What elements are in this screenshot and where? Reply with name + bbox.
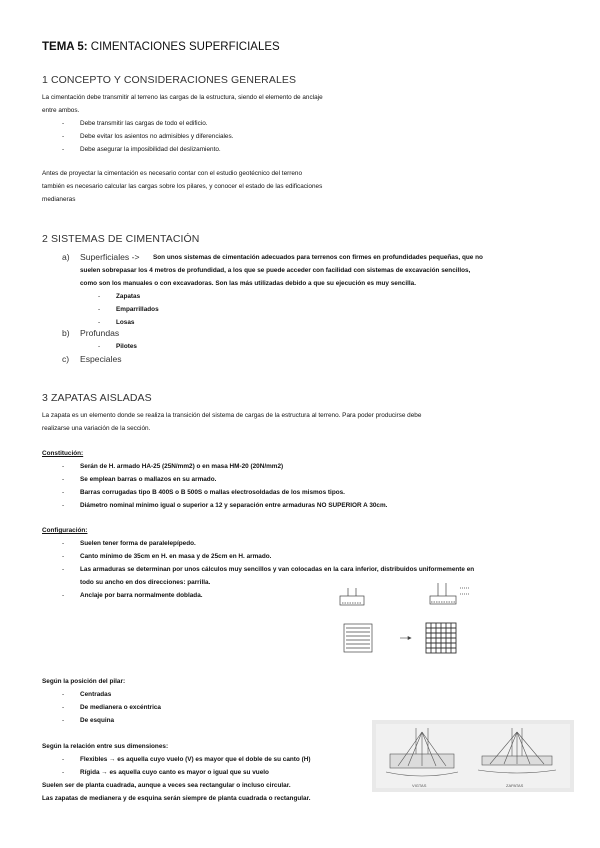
s2-c-letter: c) bbox=[62, 354, 70, 364]
constitucion-item-2: Se emplean barras o mallazos en su armado. bbox=[80, 476, 217, 483]
config-item-4: Anclaje por barra normalmente doblada. bbox=[80, 592, 203, 599]
bullet-dash: - bbox=[62, 133, 65, 140]
posicion-title: Según la posición del pilar: bbox=[42, 678, 126, 685]
s2-c-label: Especiales bbox=[80, 354, 122, 364]
bullet-dash: - bbox=[62, 704, 65, 711]
title-prefix: TEMA 5: bbox=[42, 41, 88, 53]
relacion-item-1: Flexibles → es aquella cuyo vuelo (V) es mayor que el doble de su canto (H) bbox=[80, 756, 311, 763]
bullet-dash: - bbox=[62, 120, 65, 127]
zapata-armado-figure bbox=[330, 578, 480, 658]
bullet-dash: - bbox=[62, 566, 65, 573]
s3-p1-line1: La zapata es un elemento donde se realiza la transición del sistema de cargas de la estructura al terreno. Para poder producirse debe bbox=[42, 412, 422, 419]
bullet-dash: - bbox=[62, 476, 65, 483]
bullet-dash: - bbox=[62, 489, 65, 496]
relacion-title: Según la relación entre sus dimensiones: bbox=[42, 743, 169, 750]
section-3-heading: 3 ZAPATAS AISLADAS bbox=[42, 392, 152, 404]
page-title bbox=[42, 41, 280, 53]
bullet-dash: - bbox=[62, 463, 65, 470]
closing-line-2: Las zapatas de medianera y de esquina serán siempre de planta cuadrada o rectangular. bbox=[42, 795, 311, 802]
constitucion-item-1: Serán de H. armado HA-25 (25N/mm2) o en masa HM-20 (20N/mm2) bbox=[80, 463, 284, 470]
s2-b-label: Profundas bbox=[80, 328, 120, 338]
relacion-item-2: Rígida → es aquella cuyo canto es mayor o igual que su vuelo bbox=[80, 769, 269, 776]
s1-p2-line3: medianeras bbox=[42, 196, 76, 203]
constitucion-item-3: Barras corrugadas tipo B 400S o B 500S o mallas electrosoldadas de los mismos tipos. bbox=[80, 489, 345, 496]
bullet-dash: - bbox=[62, 756, 65, 763]
s2-b-letter: b) bbox=[62, 328, 70, 338]
s2-b-item-1: Pilotes bbox=[116, 343, 137, 350]
bullet-dash: - bbox=[62, 691, 65, 698]
bullet-dash: - bbox=[62, 553, 65, 560]
s1-paragraph-1 bbox=[42, 91, 562, 117]
s1-p2-line1: Antes de proyectar la cimentación es necesario contar con el estudio geotécnico del terreno bbox=[42, 170, 303, 177]
s2-a-letter: a) bbox=[62, 252, 70, 262]
s1-bullet-1: Debe transmitir las cargas de todo el edificio. bbox=[80, 120, 208, 127]
config-item-3-line2: todo su ancho en dos direcciones: parrilla. bbox=[80, 579, 211, 586]
posicion-item-2: De medianera o excéntrica bbox=[80, 704, 161, 711]
posicion-item-3: De esquina bbox=[80, 717, 115, 724]
s2-a-item-2: Emparrillados bbox=[116, 306, 159, 313]
bullet-dash: - bbox=[62, 502, 65, 509]
s3-paragraph-1 bbox=[42, 409, 562, 435]
s1-bullet-3: Debe asegurar la imposibilidad del deslizamiento. bbox=[80, 146, 221, 153]
s2-a-item-3: Losas bbox=[116, 319, 135, 326]
title-rest: CIMENTACIONES SUPERFICIALES bbox=[90, 41, 280, 53]
s2-a-text-line1: Son unos sistemas de cimentación adecuados para terrenos con firmes en profundidades pequeñas, que no bbox=[153, 254, 483, 261]
s1-bullet-2: Debe evitar los asientos no admisibles y diferenciales. bbox=[80, 133, 234, 140]
s1-paragraph-2 bbox=[42, 167, 562, 206]
config-title: Configuración: bbox=[42, 527, 88, 534]
s2-a-item-1: Zapatas bbox=[116, 293, 141, 300]
fig-caption-right: ZAPATAS bbox=[506, 783, 524, 788]
s1-p2-line2: también es necesario calcular las cargas sobre los pilares, y conocer el estado de las edificaciones bbox=[42, 183, 323, 190]
closing-line-1: Suelen ser de planta cuadrada, aunque a veces sea rectangular o incluso circular. bbox=[42, 782, 291, 789]
config-item-2: Canto mínimo de 35cm en H. en masa y de 25cm en H. armado. bbox=[80, 553, 272, 560]
posicion-item-1: Centradas bbox=[80, 691, 112, 698]
config-item-3-line1: Las armaduras se determinan por unos cálculos muy sencillos y van colocadas en la cara inferior, distribuidos uniformemente en bbox=[80, 566, 475, 573]
s1-p1-line1: La cimentación debe transmitir al terreno las cargas de la estructura, siendo el elemento de anclaje bbox=[42, 94, 323, 101]
constitucion-item-4: Diámetro nominal mínimo igual o superior a 12 y separación entre armaduras NO SUPERIOR A 30cm. bbox=[80, 502, 388, 509]
bullet-dash: - bbox=[62, 146, 65, 153]
bullet-dash: - bbox=[62, 592, 65, 599]
bullet-dash: - bbox=[98, 293, 101, 300]
s1-p1-line2: entre ambos. bbox=[42, 107, 80, 114]
bullet-dash: - bbox=[98, 306, 101, 313]
s2-a-text-line3: como son los manuales o con excavadoras. Son las más utilizadas debido a que su ejecución es muy sencilla. bbox=[80, 280, 416, 287]
section-1-heading: 1 CONCEPTO Y CONSIDERACIONES GENERALES bbox=[42, 74, 297, 86]
bullet-dash: - bbox=[62, 769, 65, 776]
bullet-dash: - bbox=[98, 319, 101, 326]
section-2-heading: 2 SISTEMAS DE CIMENTACIÓN bbox=[42, 233, 200, 245]
fig-caption-left: VIGTAS bbox=[412, 783, 427, 788]
bullet-dash: - bbox=[62, 717, 65, 724]
zapata-load-figure bbox=[372, 720, 574, 792]
bullet-dash: - bbox=[62, 540, 65, 547]
bullet-dash: - bbox=[98, 343, 101, 350]
s2-a-text-line2: suelen sobrepasar los 4 metros de profundidad, a los que se puede acceder con facilidad con sistemas de excavación sencillos, bbox=[80, 267, 471, 274]
config-item-1: Suelen tener forma de paralelepípedo. bbox=[80, 540, 196, 547]
s2-a-label: Superficiales -> bbox=[80, 252, 140, 262]
constitucion-title: Constitución: bbox=[42, 450, 84, 457]
s3-p1-line2: realizarse una variación de la sección. bbox=[42, 425, 151, 432]
